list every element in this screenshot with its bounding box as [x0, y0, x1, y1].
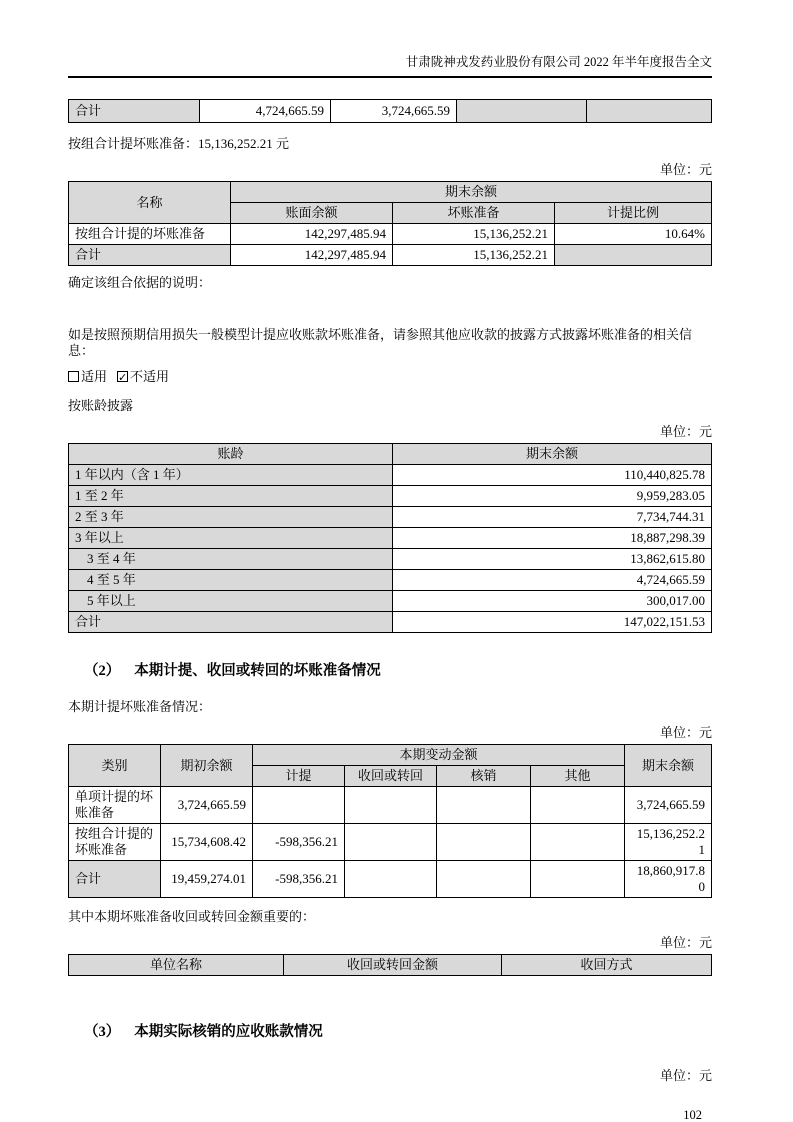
category-cell: 合计 [69, 861, 161, 898]
page-number: 102 [683, 1108, 702, 1122]
other-cell [531, 861, 625, 898]
col-header-unit-name: 单位名称 [69, 955, 284, 976]
col-header-category: 类别 [69, 745, 161, 787]
unit-label: 单位：元 [659, 725, 712, 740]
table-header-row [69, 444, 712, 465]
row-name-cell: 按组合计提的坏账准备 [69, 224, 231, 245]
aging-label-cell: 3 至 4 年 [69, 549, 393, 570]
opening-cell: 15,734,608.42 [161, 824, 253, 861]
col-header-provision: 计提 [253, 766, 345, 787]
col-header-period-end: 期末余额 [231, 182, 712, 203]
empty-cell [457, 100, 587, 123]
bad-debt-cell: 15,136,252.21 [393, 245, 555, 266]
aging-value-cell: 300,017.00 [393, 591, 712, 612]
aging-label-cell: 2 至 3 年 [69, 507, 393, 528]
section-heading-3 [68, 1022, 712, 1042]
empty-cell [587, 100, 712, 123]
col-header-book-balance: 账面余额 [231, 203, 393, 224]
aging-value-cell: 9,959,283.05 [393, 486, 712, 507]
book-balance-cell: 142,297,485.94 [231, 224, 393, 245]
table-row [69, 549, 712, 570]
write-off-cell [437, 824, 531, 861]
closing-cell: 3,724,665.59 [625, 787, 712, 824]
bad-debt-cell: 15,136,252.21 [393, 224, 555, 245]
not-applicable-label: 不适用 [130, 369, 170, 384]
table-row [69, 570, 712, 591]
portfolio-provision-table [68, 181, 712, 266]
col-header-closing: 期末余额 [625, 745, 712, 787]
table-row [69, 591, 712, 612]
significant-recovery-note: 其中本期坏账准备收回或转回金额重要的： [68, 909, 316, 924]
aging-value-cell: 7,734,744.31 [393, 507, 712, 528]
col-header-opening: 期初余额 [161, 745, 253, 787]
col-header-ratio: 计提比例 [555, 203, 712, 224]
other-cell [531, 824, 625, 861]
write-off-cell [437, 787, 531, 824]
total-label-cell: 合计 [69, 100, 200, 123]
section-number: （3） [84, 1024, 121, 1040]
table-row [69, 486, 712, 507]
col-header-name: 名称 [69, 182, 231, 224]
table-row [69, 824, 712, 861]
empty-cell [555, 245, 712, 266]
basis-note: 确定该组合依据的说明： [68, 275, 212, 290]
unit-label: 单位：元 [659, 424, 712, 439]
aging-label-cell: 5 年以上 [69, 591, 393, 612]
section-number: （2） [84, 663, 121, 679]
applicability-line [68, 368, 712, 385]
section-title: 本期实际核销的应收账款情况 [134, 1024, 323, 1040]
col-header-aging: 账龄 [69, 444, 393, 465]
checkbox-unchecked-icon [68, 371, 79, 382]
unit-label: 单位：元 [659, 935, 712, 950]
unit-label: 单位：元 [659, 1068, 712, 1083]
col-header-method: 收回方式 [502, 955, 712, 976]
write-off-cell [437, 861, 531, 898]
col-header-bad-debt: 坏账准备 [393, 203, 555, 224]
opening-cell: 3,724,665.59 [161, 787, 253, 824]
group-provision-note: 按组合计提坏账准备：15,136,252.21 元 [68, 136, 290, 151]
table-header-row [69, 955, 712, 976]
aging-value-cell: 13,862,615.80 [393, 549, 712, 570]
top-total-table [68, 99, 712, 123]
recovery-cell [345, 824, 437, 861]
section-heading-2 [68, 661, 712, 681]
row-name-cell: 合计 [69, 245, 231, 266]
total-amount2-cell: 3,724,665.59 [331, 100, 457, 123]
col-header-other: 其他 [531, 766, 625, 787]
book-balance-cell: 142,297,485.94 [231, 245, 393, 266]
table-row [69, 528, 712, 549]
table-row [69, 465, 712, 486]
aging-value-cell: 147,022,151.53 [393, 612, 712, 633]
col-header-write-off: 核销 [437, 766, 531, 787]
col-header-amount: 收回或转回金额 [284, 955, 502, 976]
ratio-cell: 10.64% [555, 224, 712, 245]
aging-label-cell: 合计 [69, 612, 393, 633]
table-header-row [69, 745, 712, 766]
applicable-label: 适用 [81, 369, 108, 384]
table-row [69, 245, 712, 266]
recovery-table [68, 954, 712, 976]
provision-cell: -598,356.21 [253, 861, 345, 898]
table-row [69, 224, 712, 245]
table-row [69, 507, 712, 528]
aging-label-cell: 3 年以上 [69, 528, 393, 549]
provision-cell [253, 787, 345, 824]
table-header-row [69, 182, 712, 203]
col-header-current-change: 本期变动金额 [253, 745, 625, 766]
closing-cell: 18,860,917.80 [625, 861, 712, 898]
movement-table [68, 744, 712, 898]
closing-cell: 15,136,252.21 [625, 824, 712, 861]
aging-disclosure-note: 按账龄披露 [68, 398, 134, 413]
col-header-period-end: 期末余额 [393, 444, 712, 465]
aging-label-cell: 1 年以内（含 1 年） [69, 465, 393, 486]
recovery-cell [345, 861, 437, 898]
col-header-recovery: 收回或转回 [345, 766, 437, 787]
table-row [69, 612, 712, 633]
ecl-note: 如是按照预期信用损失一般模型计提应收账款坏账准备，请参照其他应收款的披露方式披露坏账准备的相关信息： [68, 327, 693, 358]
unit-label: 单位：元 [659, 162, 712, 177]
document-header [68, 54, 712, 78]
section-title: 本期计提、收回或转回的坏账准备情况 [134, 663, 381, 679]
checkbox-checked-icon [117, 371, 128, 382]
aging-value-cell: 110,440,825.78 [393, 465, 712, 486]
table-row [69, 861, 712, 898]
aging-value-cell: 18,887,298.39 [393, 528, 712, 549]
other-cell [531, 787, 625, 824]
table-row [69, 100, 712, 123]
recovery-cell [345, 787, 437, 824]
document-title: 甘肃陇神戎发药业股份有限公司 2022 年半年度报告全文 [405, 55, 712, 69]
aging-value-cell: 4,724,665.59 [393, 570, 712, 591]
current-provision-note: 本期计提坏账准备情况： [68, 699, 212, 714]
total-amount1-cell: 4,724,665.59 [200, 100, 331, 123]
table-row [69, 787, 712, 824]
aging-label-cell: 4 至 5 年 [69, 570, 393, 591]
aging-table [68, 443, 712, 633]
aging-label-cell: 1 至 2 年 [69, 486, 393, 507]
category-cell: 按组合计提的坏账准备 [69, 824, 161, 861]
category-cell: 单项计提的坏账准备 [69, 787, 161, 824]
opening-cell: 19,459,274.01 [161, 861, 253, 898]
provision-cell: -598,356.21 [253, 824, 345, 861]
